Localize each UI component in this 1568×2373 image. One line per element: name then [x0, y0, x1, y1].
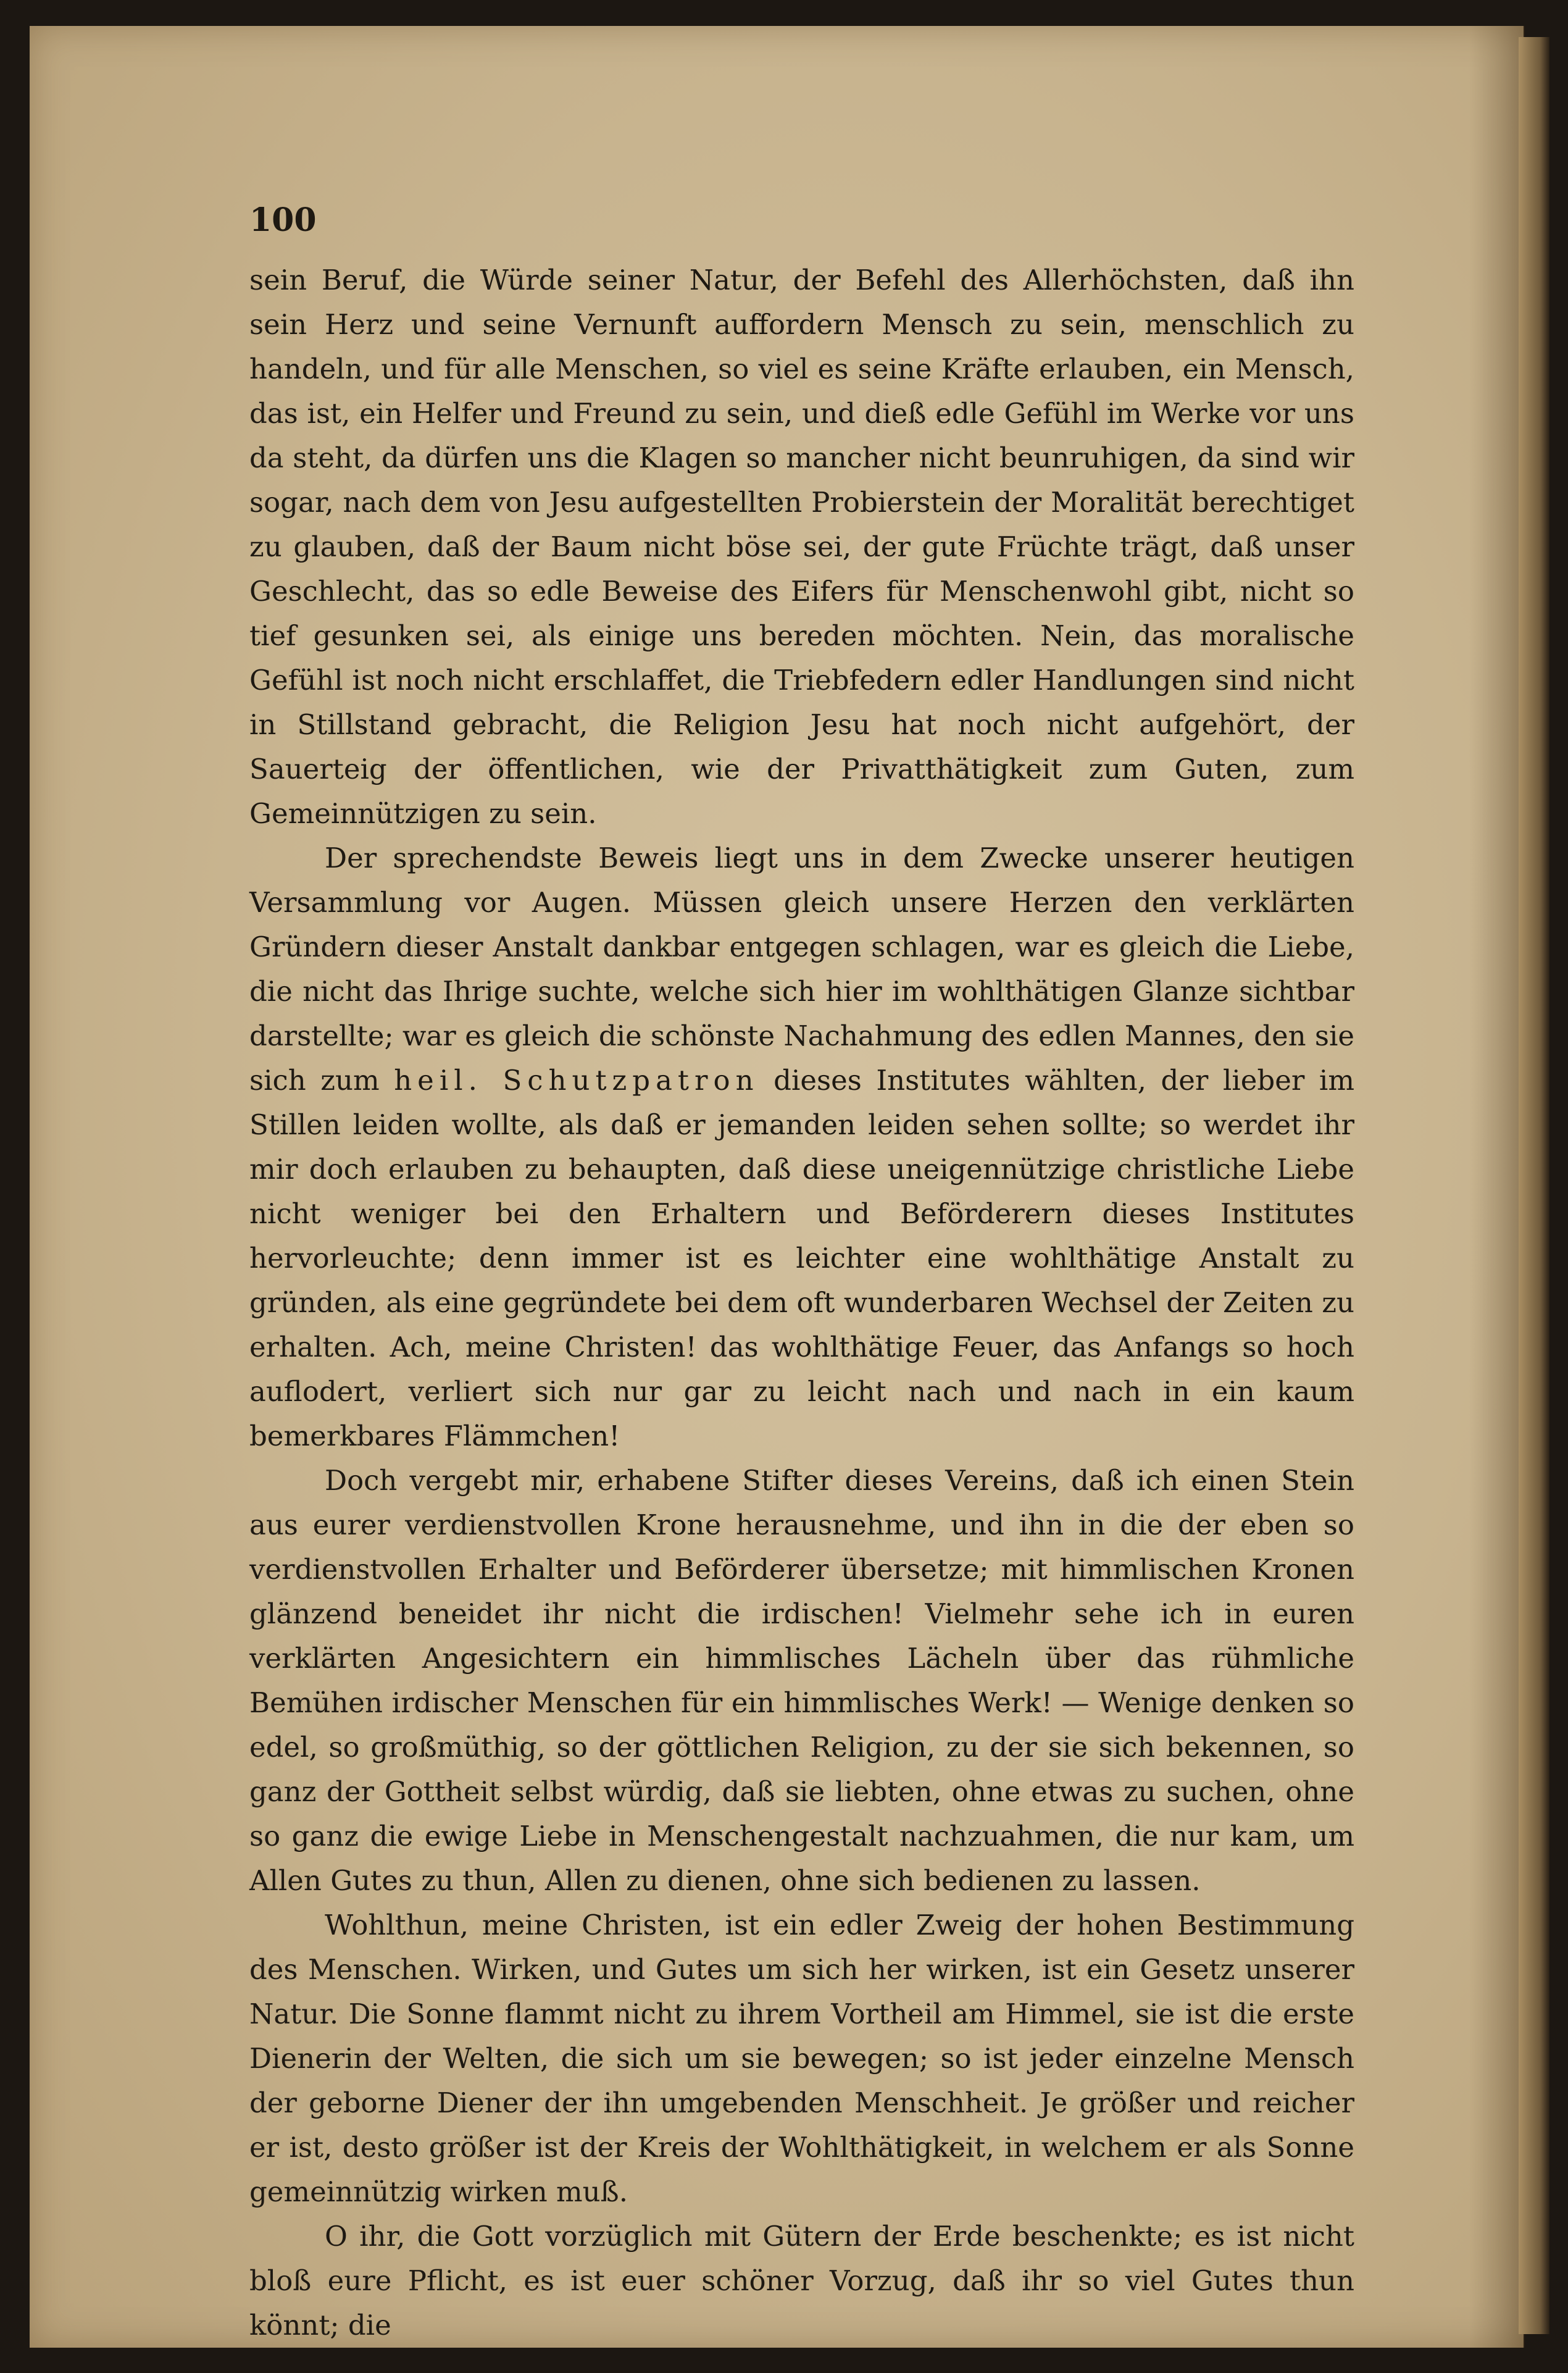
paragraph-text: sein Beruf, die Würde seiner Natur, der Befehl des Allerhöchsten, daß ihn sein Herz und seine Vernunft auffordern Mensch zu sein, menschlich zu handeln, und für alle Menschen, so viel es seine Kräfte erlauben, ein Mensch, das ist, ein Helfer und Freund zu sein, und dieß edle Gefühl im Werke vor uns da steht, da dürfen uns die Klagen so mancher nicht beunruhigen, da sind wir sogar, nach dem von Jesu aufgestellten Probierstein der Moralität berechtiget zu glauben, daß der Baum nicht böse sei, der gute Früchte trägt, daß unser Geschlecht, das so edle Beweise des Eifers für Menschenwohl gibt, nicht so tief gesunken sei, als einige uns bereden möchten. Nein, das moralische Gefühl ist noch nicht erschlaffet, die Triebfedern edler Handlungen sind nicht in Stillstand gebracht, die Religion Jesu hat noch nicht aufgehört, der Sauerteig der öffentlichen, wie der Privatthätigkeit zum Guten, zum Gemeinnützigen zu sein. [249, 264, 1354, 830]
body-text [249, 258, 1354, 2348]
page-edge [1519, 37, 1549, 2334]
paragraph-4 [249, 1903, 1354, 2214]
binding-shadow [1469, 26, 1525, 2348]
paragraph-text: dieses Institutes wählten, der lieber im Stillen leiden wollte, als daß er jemanden leiden sehen sollte; so werdet ihr mir doch erlauben zu behaupten, daß diese uneigennützige christliche Liebe nicht weniger bei den Erhaltern und Beförderern dieses Institutes hervorleuchte; denn immer ist es leichter eine wohlthätige Anstalt zu gründen, als eine gegründete bei dem oft wunderbaren Wechsel der Zeiten zu erhalten. Ach, meine Christen! das wohlthätige Feuer, das Anfangs so hoch auflodert, verliert sich nur gar zu leicht nach und nach in ein kaum bemerkbares Flämmchen! [249, 1064, 1354, 1452]
page-number: 100 [249, 201, 317, 239]
paragraph-text: Doch vergebt mir, erhabene Stifter dieses Vereins, daß ich einen Stein aus eurer verdienstvollen Krone herausnehme, und ihn in die der eben so verdienstvollen Erhalter und Beförderer übersetze; mit himmlischen Kronen glänzend beneidet ihr nicht die irdischen! Vielmehr sehe ich in euren verklärten Angesichtern ein himmlisches Lächeln über das rühmliche Bemühen irdischer Menschen für ein himmlisches Werk! — Wenige denken so edel, so großmüthig, so der göttlichen Religion, zu der sie sich bekennen, so ganz der Gottheit selbst würdig, daß sie liebten, ohne etwas zu suchen, ohne so ganz die ewige Liebe in Menschengestalt nachzuahmen, die nur kam, um Allen Gutes zu thun, Allen zu dienen, ohne sich bedienen zu lassen. [249, 1464, 1354, 1897]
paragraph-5 [249, 2214, 1354, 2348]
paragraph-text: O ihr, die Gott vorzüglich mit Gütern der Erde beschenkte; es ist nicht bloß eure Pflicht, es ist euer schöner Vorzug, daß ihr so viel Gutes thun könnt; die [249, 2220, 1354, 2342]
paragraph-1 [249, 258, 1354, 836]
letterspaced-emphasis: heil. Schutzpatron [394, 1064, 759, 1097]
paragraph-3 [249, 1459, 1354, 1903]
paragraph-text: Wohlthun, meine Christen, ist ein edler Zweig der hohen Bestimmung des Menschen. Wirken, und Gutes um sich her wirken, ist ein Gesetz unserer Natur. Die Sonne flammt nicht zu ihrem Vortheil am Himmel, sie ist die erste Dienerin der Welten, die sich um sie bewegen; so ist jeder einzelne Mensch der geborne Diener der ihn umgebenden Menschheit. Je größer und reicher er ist, desto größer ist der Kreis der Wohlthätigkeit, in welchem er als Sonne gemeinnützig wirken muß. [249, 1909, 1354, 2208]
paragraph-2 [249, 836, 1354, 1459]
paragraph-text: Der sprechendste Beweis liegt uns in dem Zwecke unserer heutigen Versammlung vor Augen. Müssen gleich unsere Herzen den verklärten Gründern dieser Anstalt dankbar entgegen schlagen, war es gleich die Liebe, die nicht das Ihrige suchte, welche sich hier im wohlthätigen Glanze sichtbar darstellte; war es gleich die schönste Nachahmung des edlen Mannes, den sie sich zum [249, 842, 1354, 1097]
